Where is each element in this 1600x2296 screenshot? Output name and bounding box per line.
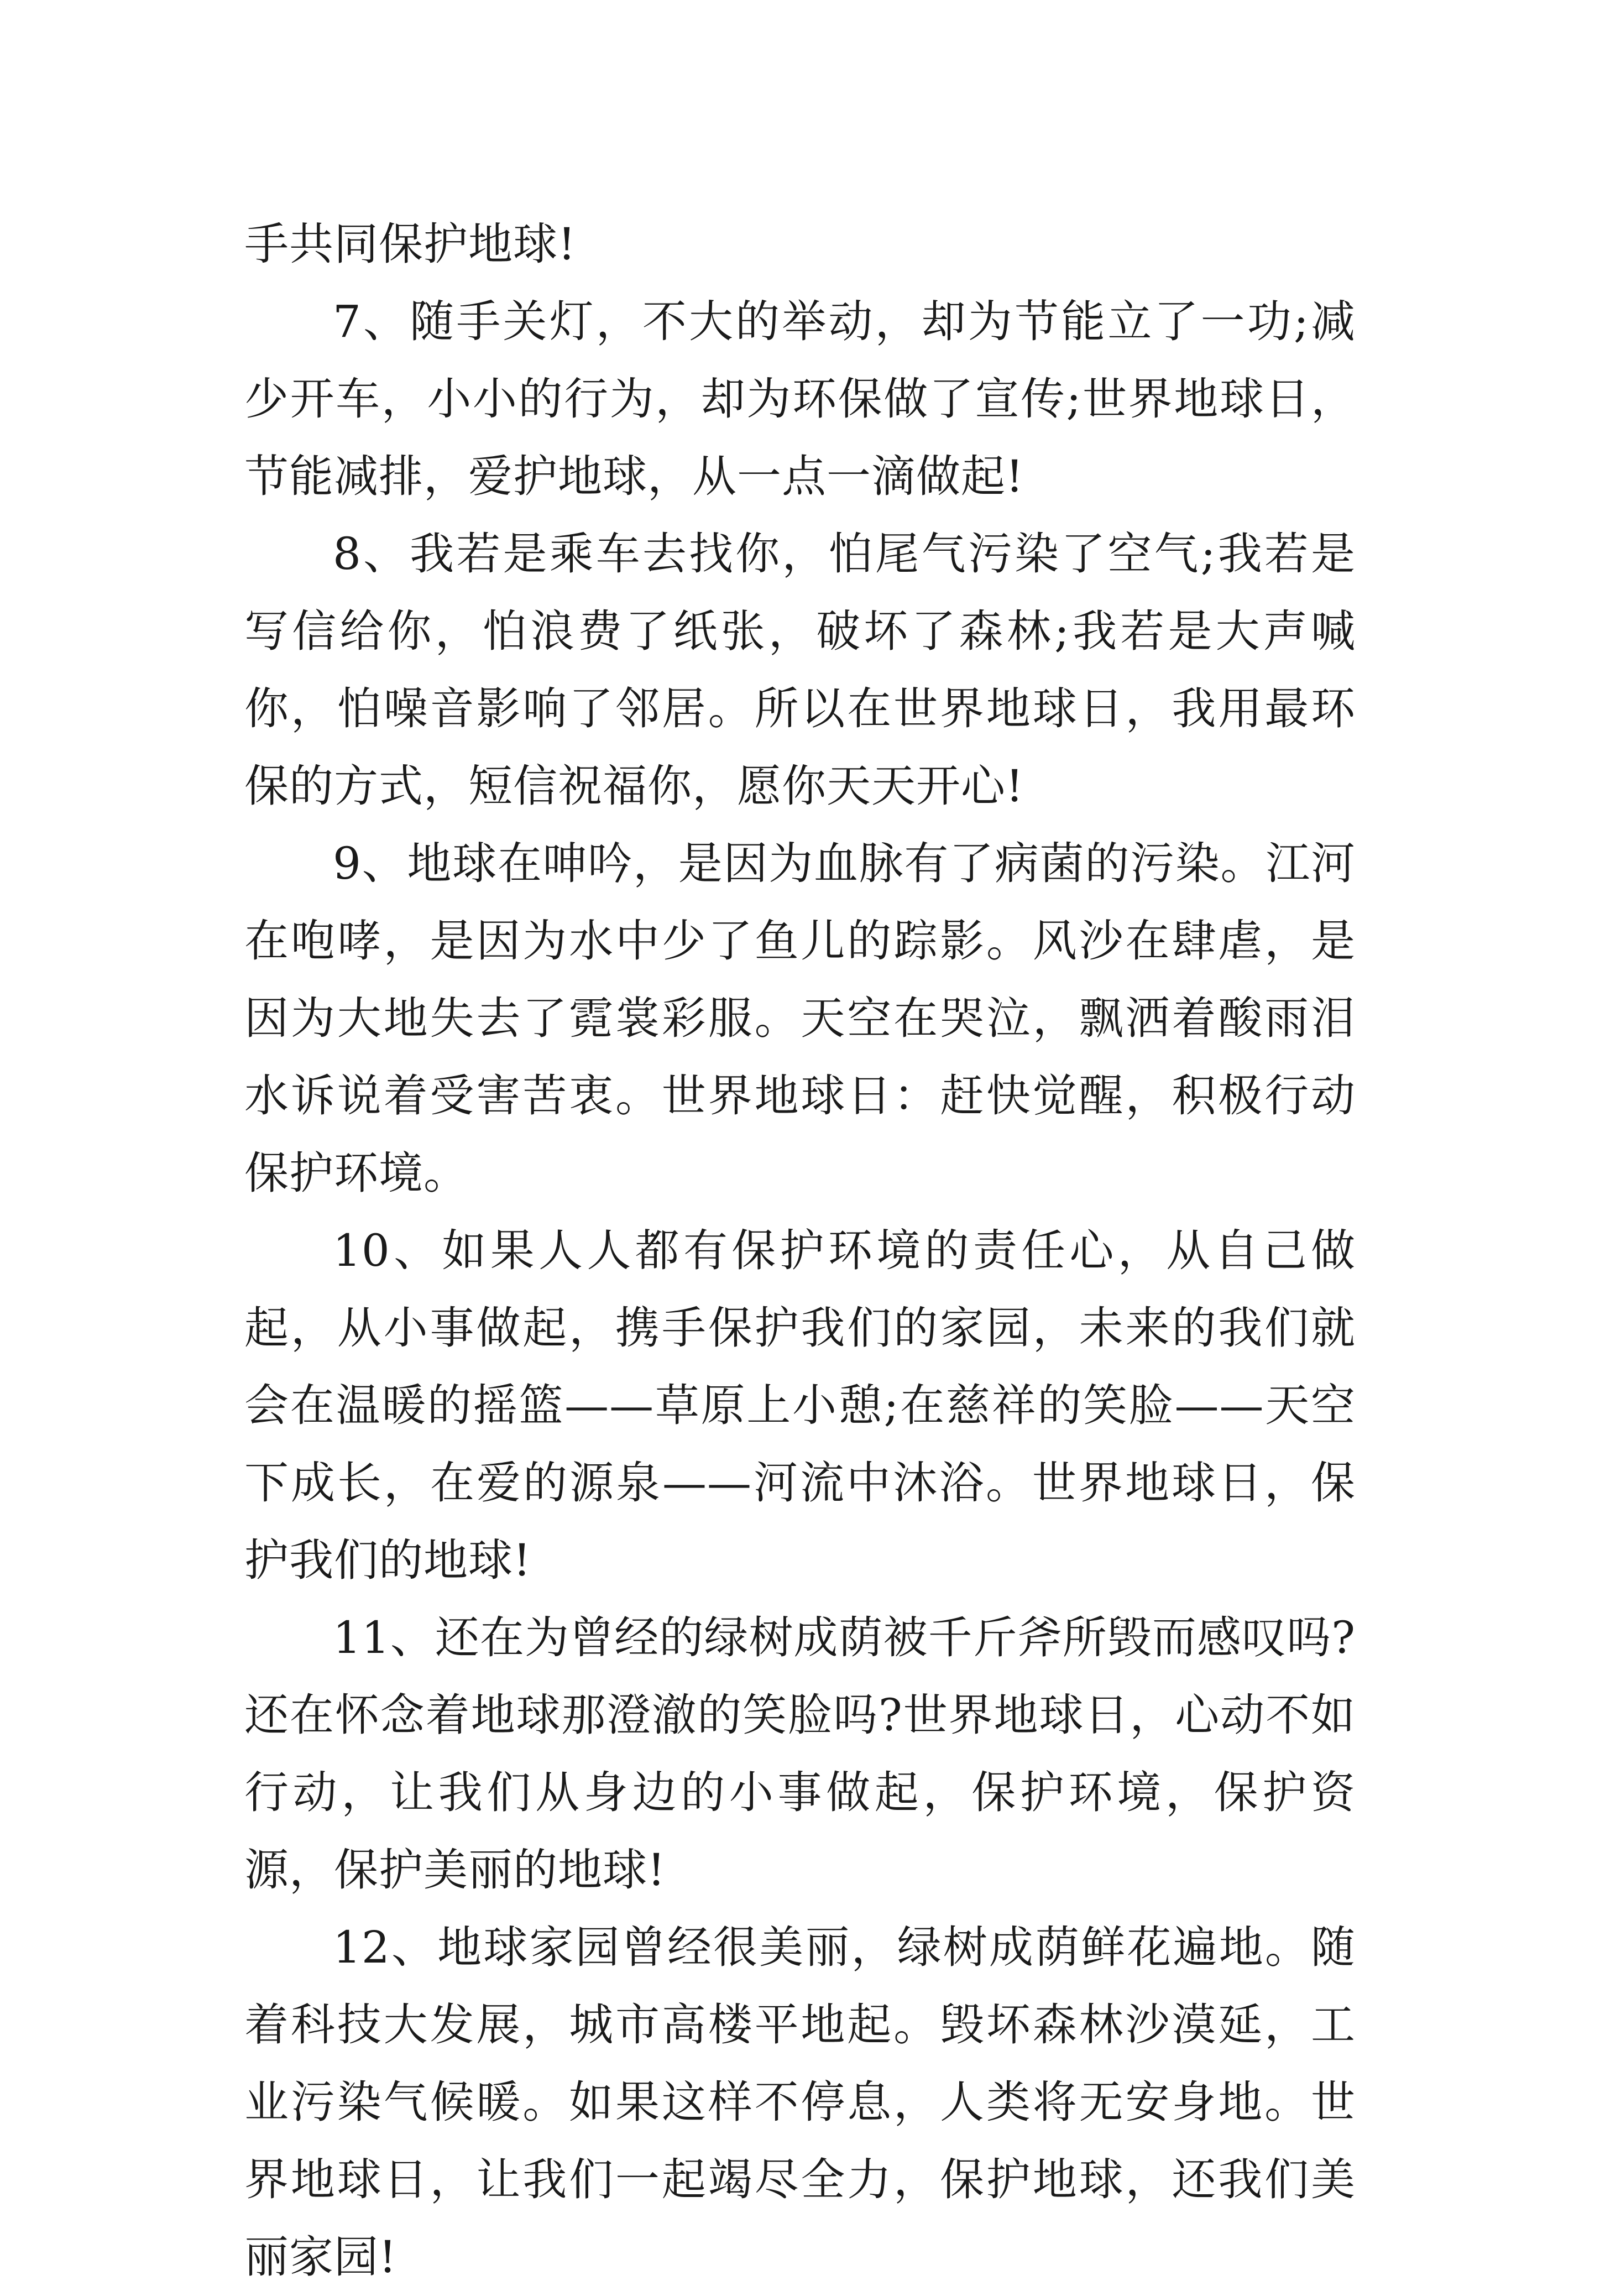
paragraph-item-9: 9、地球在呻吟，是因为血脉有了病菌的污染。江河在咆哮，是因为水中少了鱼儿的踪影。风沙在肆虐，是因为大地失去了霓裳彩服。天空在哭泣，飘洒着酸雨泪水诉说着受害苦衷。世界地球日：赶快觉醒，积极行动保护环境。 <box>244 838 1356 1199</box>
paragraph-continuation: 手共同保护地球! <box>244 218 577 270</box>
paragraph-item-7: 7、随手关灯，不大的举动，却为节能立了一功;减少开车，小小的行为，却为环保做了宣传;世界地球日，节能减排，爱护地球，从一点一滴做起! <box>244 296 1356 502</box>
paragraph-item-12: 12、地球家园曾经很美丽，绿树成荫鲜花遍地。随着科技大发展，城市高楼平地起。毁坏森林沙漠延，工业污染气候暖。如果这样不停息，人类将无安身地。世界地球日，让我们一起竭尽全力，保护地球，还我们美丽家园! <box>244 1922 1356 2283</box>
paragraph-item-10: 10、如果人人都有保护环境的责任心，从自己做起，从小事做起，携手保护我们的家园，未来的我们就会在温暖的摇篮——草原上小憩;在慈祥的笑脸——天空下成长，在爱的源泉——河流中沐浴。世界地球日，保护我们的地球! <box>244 1225 1356 1586</box>
paragraph-item-11: 11、还在为曾经的绿树成荫被千斤斧所毁而感叹吗?还在怀念着地球那澄澈的笑脸吗?世界地球日，心动不如行动，让我们从身边的小事做起，保护环境，保护资源，保护美丽的地球! <box>244 1612 1356 1896</box>
document-body <box>244 206 1356 2296</box>
paragraph-item-8: 8、我若是乘车去找你，怕尾气污染了空气;我若是写信给你，怕浪费了纸张，破坏了森林;我若是大声喊你，怕噪音影响了邻居。所以在世界地球日，我用最环保的方式，短信祝福你，愿你天天开心! <box>244 528 1356 812</box>
